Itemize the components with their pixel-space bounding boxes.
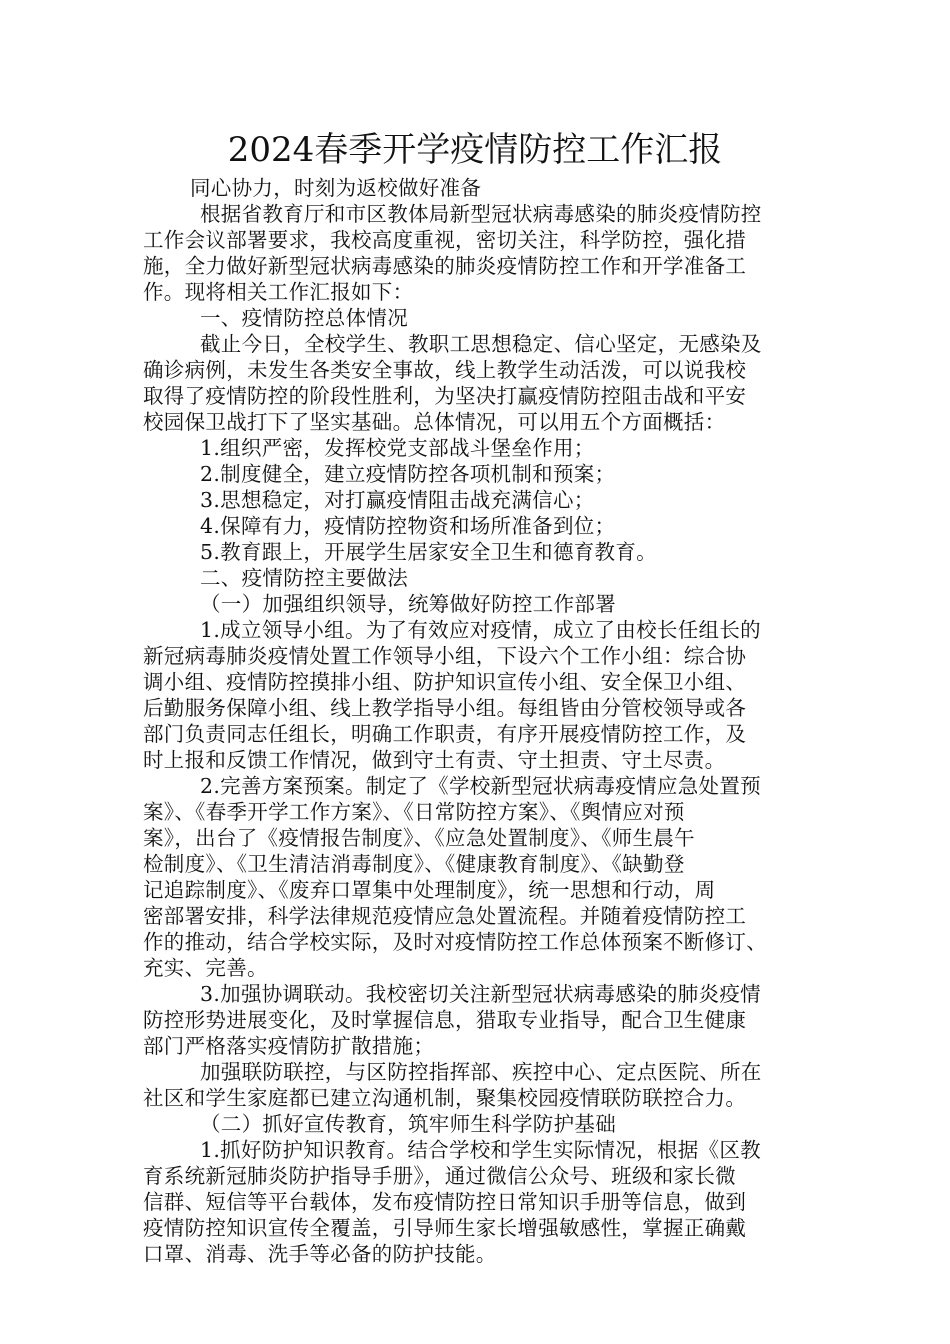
paragraph-line: 案》、《春季开学工作方案》、《日常防控方案》、《舆情应对预 [143,800,685,824]
list-item: 1.组织严密，发挥校党支部战斗堡垒作用； [200,436,595,460]
list-item: 2.制度健全，建立疫情防控各项机制和预案； [200,462,616,486]
paragraph-line: 截止今日，全校学生、教职工思想稳定、信心坚定，无感染及 [200,332,762,356]
subsection-heading: （二）抓好宣传教育，筑牢师生科学防护基础 [200,1112,616,1136]
paragraph-line: 防控形势进展变化，及时掌握信息，猎取专业指导，配合卫生健康 [143,1008,747,1032]
paragraph-line: 记追踪制度》、《废弃口罩集中处理制度》，统一思想和行动，周 [143,878,716,902]
paragraph-line: 工作会议部署要求，我校高度重视，密切关注，科学防控，强化措 [143,228,747,252]
paragraph-line: 施，全力做好新型冠状病毒感染的肺炎疫情防控工作和开学准备工 [143,254,747,278]
paragraph-line: 检制度》、《卫生清洁消毒制度》、《健康教育制度》、《缺勤登 [143,852,685,876]
section-heading: 二、疫情防控主要做法 [200,566,408,590]
subtitle-line: 同心协力，时刻为返校做好准备 [190,176,482,200]
paragraph-line: 取得了疫情防控的阶段性胜利，为坚决打赢疫情防控阻击战和平安 [143,384,747,408]
paragraph-line: 1.成立领导小组。为了有效应对疫情，成立了由校长任组长的 [200,618,761,642]
paragraph-line: 口罩、消毒、洗手等必备的防护技能。 [143,1242,497,1266]
paragraph-line: 案》，出台了《疫情报告制度》、《应急处置制度》、《师生晨午 [143,826,695,850]
paragraph-line: 时上报和反馈工作情况，做到守土有责、守土担责、守土尽责。 [143,748,726,772]
paragraph-line: 后勤服务保障小组、线上教学指导小组。每组皆由分管校领导或各 [143,696,747,720]
paragraph-line: 部门严格落实疫情防扩散措施； [143,1034,435,1058]
paragraph-line: 社区和学生家庭都已建立沟通机制，聚集校园疫情联防联控合力。 [143,1086,747,1110]
paragraph-line: 充实、完善。 [143,956,268,980]
paragraph-line: 作的推动，结合学校实际，及时对疫情防控工作总体预案不断修订、 [143,930,767,954]
document-title: 2024春季开学疫情防控工作汇报 [227,130,723,170]
list-item: 4.保障有力，疫情防控物资和场所准备到位； [200,514,616,538]
paragraph-line: 信群、短信等平台载体，发布疫情防控日常知识手册等信息，做到 [143,1190,747,1214]
list-item: 3.思想稳定，对打赢疫情阻击战充满信心； [200,488,595,512]
subsection-heading: （一）加强组织领导，统筹做好防控工作部署 [200,592,616,616]
section-heading: 一、疫情防控总体情况 [200,306,408,330]
paragraph-line: 2.完善方案预案。制定了《学校新型冠状病毒疫情应急处置预 [200,774,761,798]
paragraph-line: 3.加强协调联动。我校密切关注新型冠状病毒感染的肺炎疫情 [200,982,761,1006]
paragraph-line: 确诊病例，未发生各类安全事故，线上教学生动活泼，可以说我校 [143,358,747,382]
paragraph-line: 调小组、疫情防控摸排小组、防护知识宣传小组、安全保卫小组、 [143,670,747,694]
paragraph-line: 加强联防联控，与区防控指挥部、疾控中心、定点医院、所在 [200,1060,762,1084]
list-item: 5.教育跟上，开展学生居家安全卫生和德育教育。 [200,540,657,564]
paragraph-line: 校园保卫战打下了坚实基础。总体情况，可以用五个方面概括： [143,410,726,434]
paragraph-line: 部门负责同志任组长，明确工作职责，有序开展疫情防控工作，及 [143,722,747,746]
paragraph-line: 根据省教育厅和市区教体局新型冠状病毒感染的肺炎疫情防控 [200,202,762,226]
paragraph-line: 新冠病毒肺炎疫情处置工作领导小组，下设六个工作小组：综合协 [143,644,747,668]
paragraph-line: 1.抓好防护知识教育。结合学校和学生实际情况，根据《区教 [200,1138,761,1162]
paragraph-line: 作。现将相关工作汇报如下： [143,280,414,304]
paragraph-line: 疫情防控知识宣传全覆盖，引导师生家长增强敏感性，掌握正确戴 [143,1216,747,1240]
paragraph-line: 育系统新冠肺炎防护指导手册》，通过微信公众号、班级和家长微 [143,1164,736,1188]
paragraph-line: 密部署安排，科学法律规范疫情应急处置流程。并随着疫情防控工 [143,904,747,928]
